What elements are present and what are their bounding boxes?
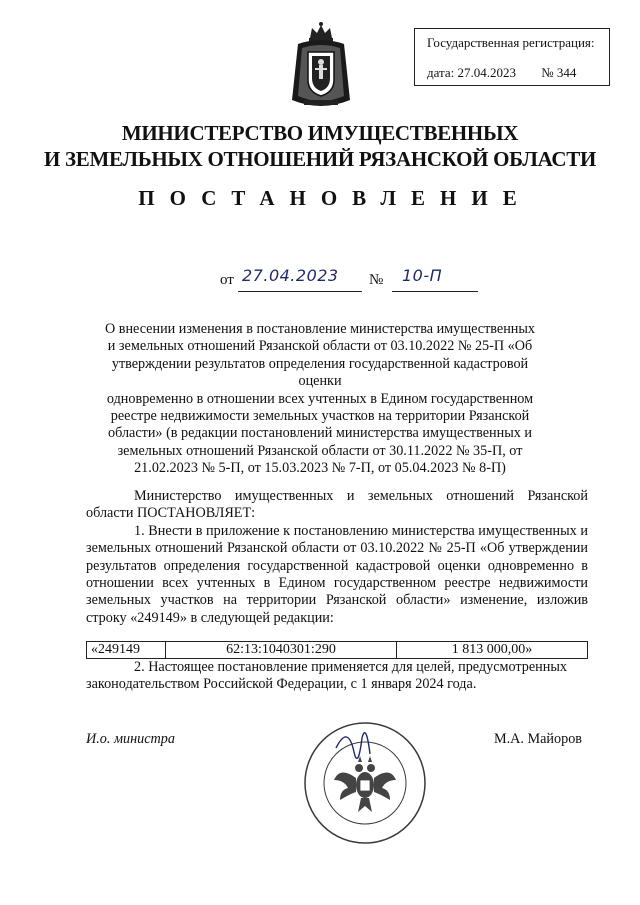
date-from-label: от [220, 272, 234, 288]
cadastral-table [86, 641, 588, 659]
document-type-heading: ПОСТАНОВЛЕНИЕ [138, 186, 532, 210]
table-cell-row-number: «249149 [87, 642, 166, 659]
intro-paragraph: Министерство имущественных и земельных отношений Рязанской области ПОСТАНОВЛЯЕТ: [86, 488, 588, 522]
coat-of-arms-icon [286, 20, 356, 116]
title-line: О внесении изменения в постановление министерства имущественных [104, 321, 536, 337]
handwritten-number: 10-П [402, 266, 443, 285]
table-cell-cadastral-number: 62:13:1040301:290 [166, 642, 397, 659]
title-line: земельных отношений Рязанской области от 30.11.2022 № 35-П, от [117, 442, 523, 459]
ministry-name-line1: МИНИСТЕРСТВО ИМУЩЕСТВЕННЫХ [121, 121, 519, 145]
registration-box [414, 28, 610, 86]
registration-date: дата: 27.04.2023 [427, 65, 517, 80]
ministry-name [0, 120, 640, 172]
title-line: 21.02.2023 № 5-П, от 15.03.2023 № 7-П, от 05.04.2023 № 8-П) [134, 460, 506, 477]
item-2-paragraph: 2. Настоящее постановление применяется для целей, предусмотренных законодательством Российской Федерации, с 1 января 2024 года. [86, 659, 567, 693]
date-number-line [220, 266, 480, 294]
ministry-name-line2: И ЗЕМЕЛЬНЫХ ОТНОШЕНИЙ РЯЗАНСКОЙ ОБЛАСТИ [43, 147, 597, 171]
signatory-name: М.А. Майоров [494, 731, 582, 747]
number-field [392, 266, 478, 292]
title-line: одновременно в отношении всех учтенных в Едином государственном [106, 390, 534, 407]
title-line: и земельных отношений Рязанской области от 03.10.2022 № 25-П «Об [107, 338, 533, 355]
title-line: утверждении результатов определения государственной кадастровой оценки [111, 355, 529, 390]
registration-title: Государственная регистрация: [427, 35, 595, 50]
official-seal-icon [300, 718, 430, 848]
item-2-block [86, 659, 588, 694]
title-line: реестре недвижимости земельных участков на территории Рязанской [110, 408, 530, 425]
date-field [238, 266, 362, 292]
document-title [100, 321, 540, 478]
number-label: № [369, 272, 384, 288]
document-body [86, 488, 588, 627]
registration-number: № 344 [541, 65, 577, 80]
table-row [87, 642, 588, 659]
title-line: области» (в редакции постановлений министерства имущественных и [108, 425, 532, 442]
item-1-paragraph: 1. Внести в приложение к постановлению министерства имущественных и земельных отношений Рязанской области от 03.10.2022 № 25-П «Об утверждении результатов определения государственной кадастровой оценки одновременно в отношении всех учтенных в Едином государственном реестре недвижимости земельных участков на территории Рязанской области» изменение, изложив строку «249149» в следующей редакции: [86, 522, 588, 626]
handwritten-date: 27.04.2023 [242, 266, 339, 285]
signatory-role: И.о. министра [86, 731, 175, 747]
table-cell-cadastral-value: 1 813 000,00» [397, 642, 588, 659]
registration-date-line [427, 65, 609, 81]
